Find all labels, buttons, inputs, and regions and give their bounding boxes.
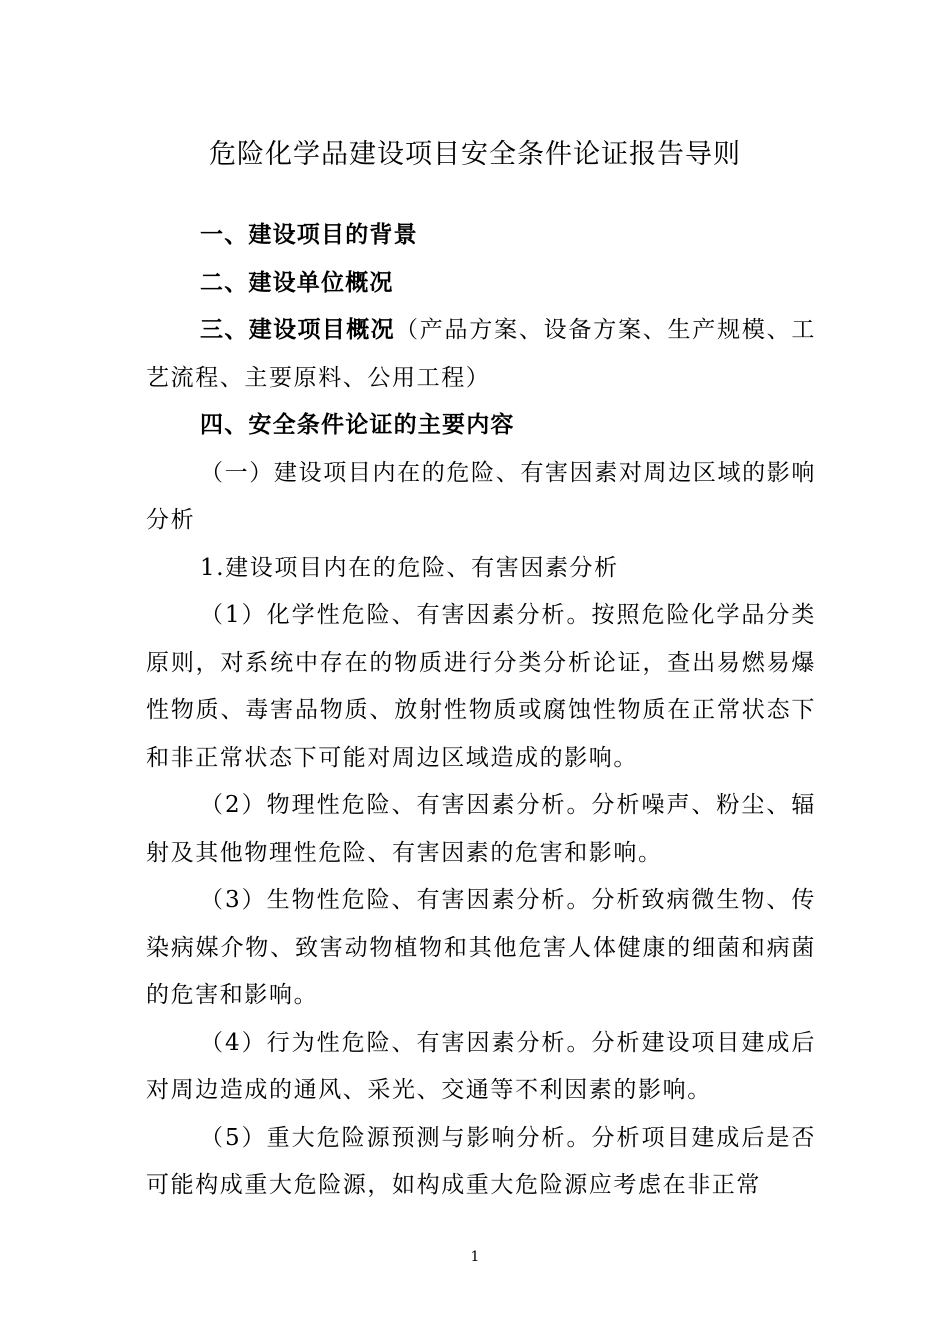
paragraph-biological-hazards: （3）生物性危险、有害因素分析。分析致病微生物、传染病媒介物、致害动物植物和其他危害人体健康的细菌和病菌的危害和影响。 (146, 887, 816, 1008)
paragraph-chemical-hazards: （1）化学性危险、有害因素分析。按照危险化学品分类原则，对系统中存在的物质进行分类分析论证，查出易燃易爆性物质、毒害品物质、放射性物质或腐蚀性物质在正常状态下和非正常状态下可能对周边区域造成的影响。 (146, 602, 816, 771)
section-heading-project-overview-detail: （产品方案、设备方案、生产规模、工艺流程、主要原料、公用工程） (146, 317, 816, 391)
section-heading-unit-overview: 二、建设单位概况 (200, 269, 394, 296)
paragraph-item-1: 1.建设项目内在的危险、有害因素分析 (200, 554, 619, 581)
paragraph-major-hazard-sources: （5）重大危险源预测与影响分析。分析项目建成后是否可能构成重大危险源，如构成重大危险源应考虑在非正常 (146, 1124, 816, 1198)
document-title: 危险化学品建设项目安全条件论证报告导则 (209, 139, 741, 170)
paragraph-behavioral-hazards: （4）行为性危险、有害因素分析。分析建设项目建成后对周边造成的通风、采光、交通等不利因素的影响。 (146, 1029, 816, 1103)
section-heading-project-overview-title: 三、建设项目概况 (200, 317, 395, 343)
page-number: 1 (470, 1249, 480, 1265)
paragraph-subsection-one: （一）建设项目内在的危险、有害因素对周边区域的影响分析 (146, 459, 816, 533)
paragraph-physical-hazards: （2）物理性危险、有害因素分析。分析噪声、粉尘、辐射及其他物理性危险、有害因素的危害和影响。 (146, 792, 816, 866)
section-heading-project-overview (146, 307, 816, 402)
document-body (146, 212, 816, 1210)
section-heading-background: 一、建设项目的背景 (200, 222, 418, 248)
section-heading-main-content: 四、安全条件论证的主要内容 (200, 412, 515, 438)
